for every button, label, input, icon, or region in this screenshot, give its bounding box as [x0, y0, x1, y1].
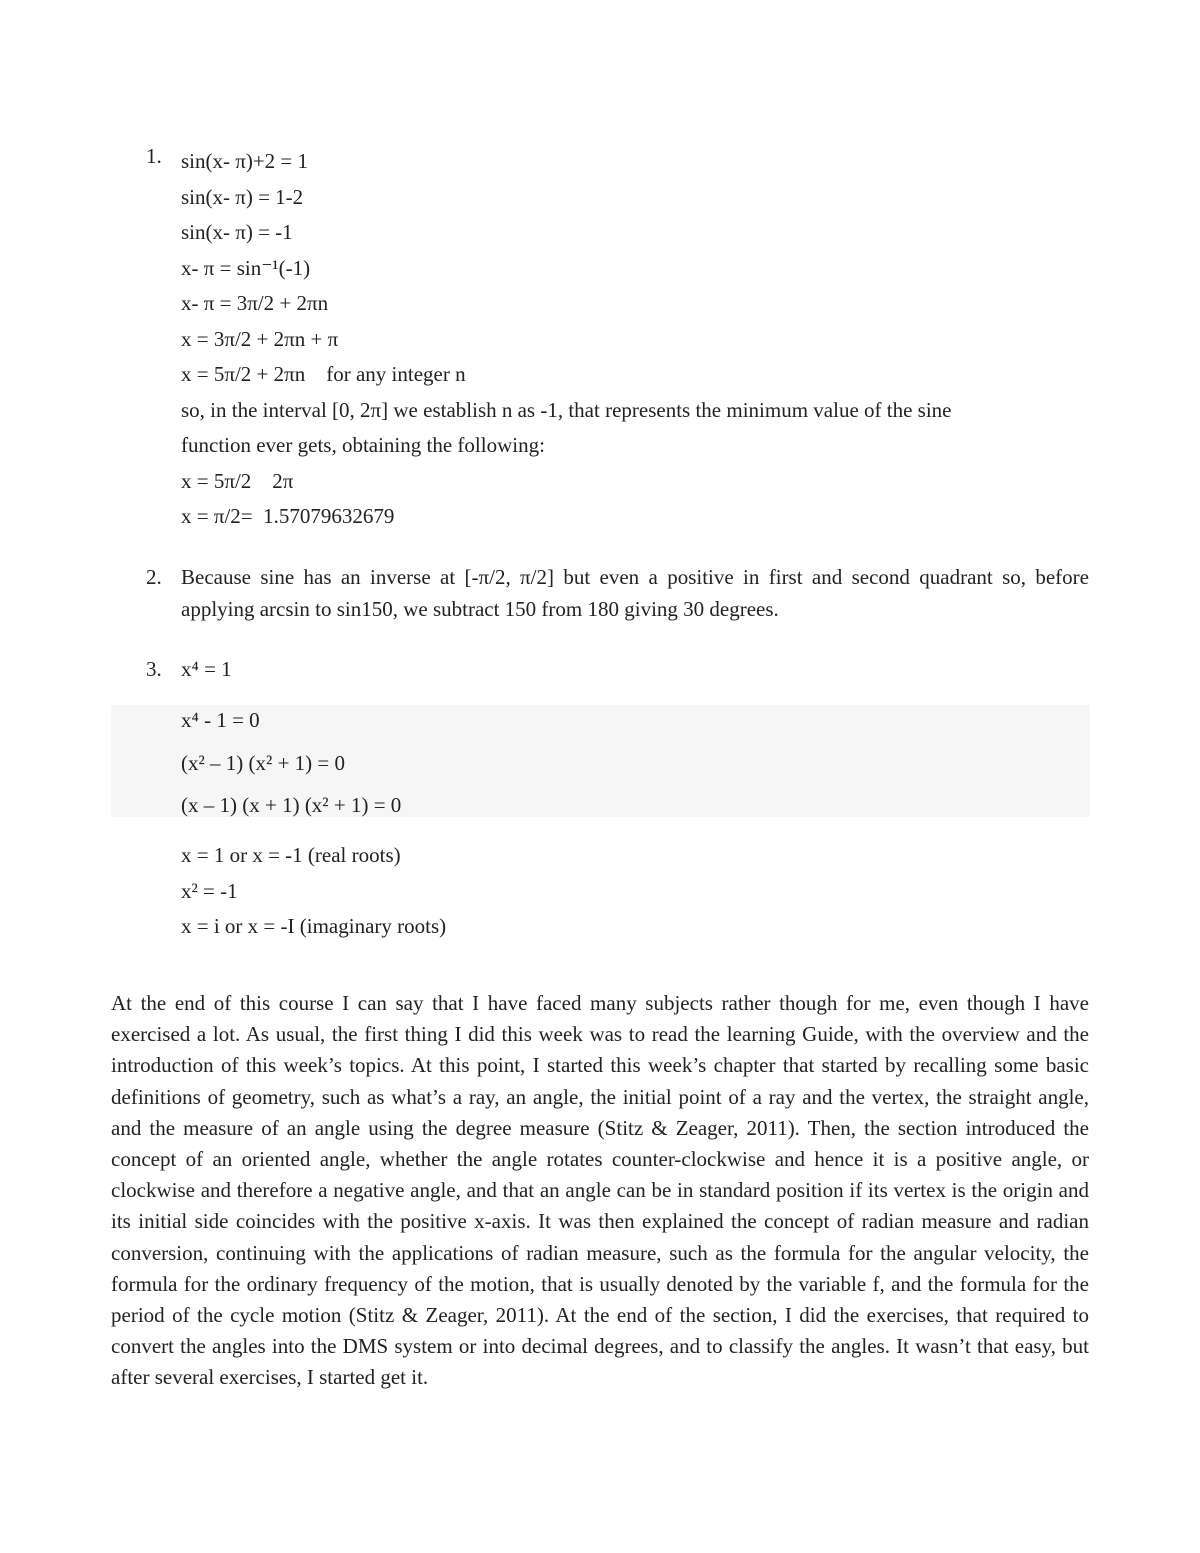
answer-1-steps — [181, 144, 1089, 535]
answer-3-number: 3. — [146, 657, 162, 681]
step-line: so, in the interval [0, 2π] we establish n as -1, that represents the minimum value of the sine — [181, 397, 952, 422]
step-line: function ever gets, obtaining the following: — [181, 433, 545, 457]
step-line: (x – 1) (x + 1) (x² + 1) = 0 — [181, 793, 402, 817]
step-line: (x² – 1) (x² + 1) = 0 — [181, 751, 346, 775]
step-line: x- π = sin⁻¹(-1) — [181, 255, 311, 280]
step-line: x = π/2= 1.57079632679 — [181, 504, 395, 528]
answer-3-shaded-steps — [181, 704, 1089, 827]
step-line: sin(x- π)+2 = 1 — [181, 149, 309, 173]
step-line: x- π = 3π/2 + 2πn — [181, 291, 329, 315]
step-line: sin(x- π) = -1 — [181, 220, 293, 244]
step-line: x⁴ = 1 — [181, 657, 232, 681]
reflection-text: At the end of this course I can say that I have faced many subjects rather though for me, even though I have exercised a lot. As usual, the first thing I did this week was to read the learning Guide, with the overview and the introduction of this week’s topics. At this point, I started this week’s chapter that started by recalling some basic definitions of geometry, such as what’s a ray, an angle, the initial point of a ray and the vertex, the straight angle, and the measure of an angle using the degree measure (Stitz & Zeager, 2011). Then, the section introduced the concept of an oriented angle, whether the angle rotates counter-clockwise and hence it is a positive angle, or clockwise and therefore a negative angle, and that an angle can be in standard position if its vertex is the origin and its initial side coincides with the positive x-axis. It was then explained the concept of radian measure and radian conversion, continuing with the applications of radian measure, such as the formula for the angular velocity, the formula for the ordinary frequency of the motion, that is usually denoted by the variable f, and the formula for the period of the cycle motion (Stitz & Zeager, 2011). At the end of the section, I did the exercises, that required to convert the angles into the DMS system or into decimal degrees, and to classify the angles. It wasn’t that easy, but after several exercises, I started get it. — [111, 991, 1089, 1390]
step-line: x = 3π/2 + 2πn + π — [181, 326, 339, 351]
answer-2-text: Because sine has an inverse at [-π/2, π/2] but even a positive in first and second quadrant so, before applying arcsin to sin150, we subtract 150 from 180 giving 30 degrees. — [181, 565, 1089, 621]
answer-1-number: 1. — [146, 144, 162, 168]
step-line: x = 1 or x = -1 (real roots) — [181, 843, 401, 867]
step-line: x = 5π/2 2π — [181, 468, 294, 493]
answer-3-roots — [181, 838, 1089, 945]
step-line: x² = -1 — [181, 878, 238, 903]
step-line: sin(x- π) = 1-2 — [181, 184, 304, 209]
step-line: x⁴ - 1 = 0 — [181, 708, 260, 732]
step-line: x = 5π/2 + 2πn for any integer n — [181, 362, 466, 386]
step-line: x = i or x = -I (imaginary roots) — [181, 914, 447, 938]
answer-2-number: 2. — [146, 565, 162, 589]
answer-3-first-line — [181, 652, 1089, 688]
reflection-paragraph — [111, 988, 1089, 1394]
